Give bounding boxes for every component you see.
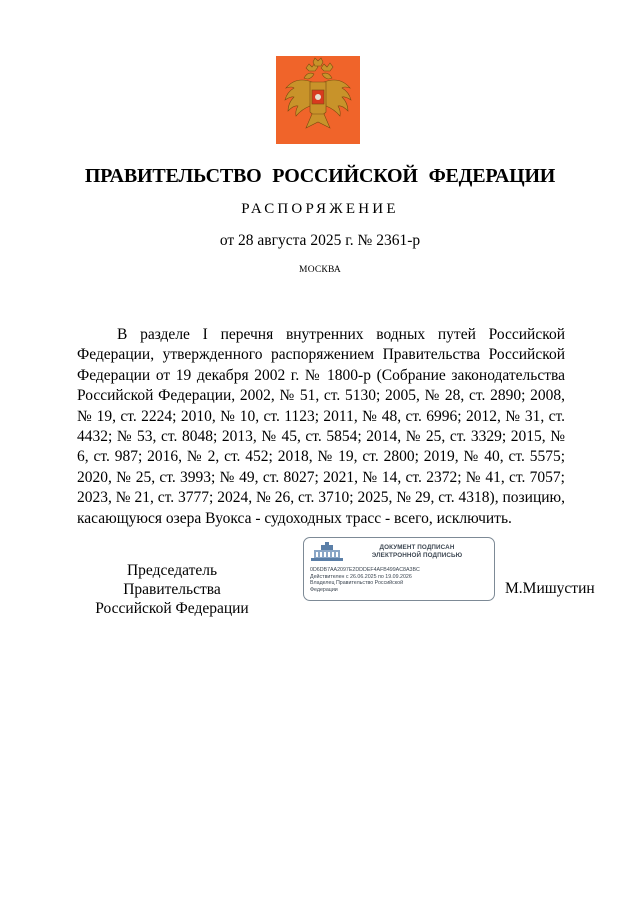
- electronic-signature-stamp: [303, 537, 495, 601]
- city-label: МОСКВА: [299, 265, 341, 275]
- document-date-number: от 28 августа 2025 г. № 2361-р: [219, 232, 421, 249]
- certificate-number: 0D6DB7AA2097E2DDDEF4AFB499AC8A3BC: [310, 567, 420, 573]
- signatory-position: [77, 561, 267, 618]
- certificate-validity: Действителен с 26.06.2025 по 19.09.2026: [310, 573, 412, 580]
- order-paragraph: В разделе I перечня внутренних водных путей Российской Федерации, утвержденного распоряжением Правительства Российской Федерации от 19 декабря 2002 г. № 1800-р (Собрание законодательства Российской Федерации, 2002, № 51, ст. 5130; 2005, № 28, ст. 2890; 2008, № 19, ст. 2224; 2010, № 10, ст. 1123; 2011, № 48, ст. 6996; 2012, № 31, ст. 4432; № 53, ст. 8048; 2013, № 45, ст. 5854; 2014, № 25, ст. 3329; 2015, № 6, ст. 987; 2016, № 2, ст. 452; 2018, № 19, ст. 2800; 2019, № 40, ст. 5575; 2020, № 25, ст. 3993; № 49, ст. 8027; 2021, № 14, ст. 2372; № 41, ст. 7057; 2023, № 21, ст. 3777; 2024, № 26, ст. 3710; 2025, № 29, ст. 4318), позицию, касающуюся озера Вуокса - судоходных трасс - всего, исключить.: [77, 326, 565, 527]
- certificate-owner-line1: Владелец Правительство Российской: [310, 580, 404, 587]
- stamp-title-line2: ЭЛЕКТРОННОЙ ПОДПИСЬЮ: [371, 551, 463, 559]
- government-title: ПРАВИТЕЛЬСТВО РОССИЙСКОЙ ФЕДЕРАЦИИ: [84, 165, 556, 187]
- coat-of-arms-emblem: [276, 56, 360, 144]
- signatory-name: М.Мишустин: [505, 580, 595, 597]
- stamp-title-line1: ДОКУМЕНТ ПОДПИСАН: [379, 544, 455, 551]
- stamp-title: [346, 544, 488, 559]
- government-building-icon: [310, 542, 344, 562]
- document-type: РАСПОРЯЖЕНИЕ: [241, 201, 399, 217]
- signatory-position-line2: Российской Федерации: [95, 600, 249, 617]
- stamp-details: [310, 567, 490, 594]
- certificate-owner-line2: Федерации: [310, 587, 338, 594]
- signatory-position-line1: Председатель Правительства: [123, 562, 221, 598]
